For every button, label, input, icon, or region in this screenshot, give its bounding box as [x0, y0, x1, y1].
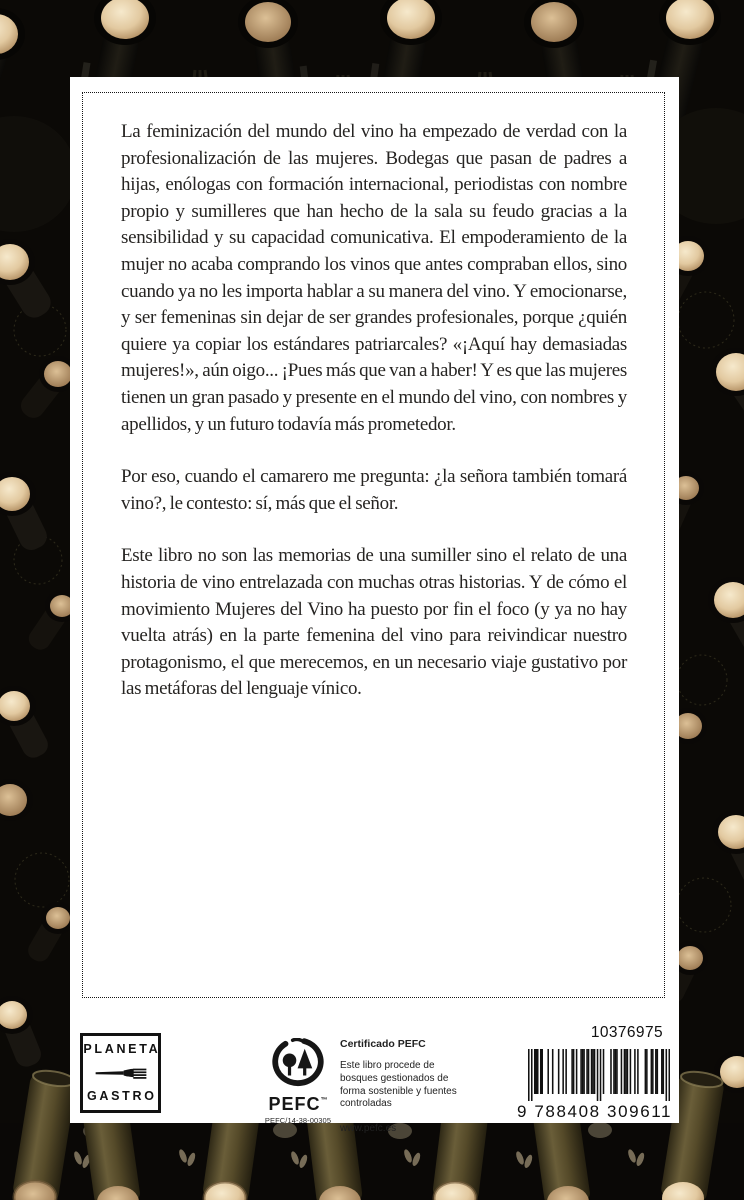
synopsis-paragraph: Por eso, cuando el camarero me pregunta: ¿la señora también tomará vino?, le contesto: sí, más que el señor.: [121, 466, 627, 514]
pefc-certificate-text: [340, 1038, 472, 1134]
publisher-name-line2: GASTRO: [87, 1088, 157, 1103]
footer-row: [70, 998, 679, 1135]
publisher-logo-planeta-gastro: [80, 1033, 161, 1113]
product-code: 10376975: [590, 1024, 663, 1041]
barcode-section: [517, 1024, 673, 1122]
isbn-number: 9 788408 309611: [517, 1102, 673, 1121]
pefc-logo: [262, 1038, 334, 1125]
ean13-barcode-icon: [528, 1049, 670, 1101]
synopsis-paragraph: Este libro no son las memorias de una sumiller sino el relato de una historia de vino entrelazada con muchas otras historias. Y de cómo el movimiento Mujeres del Vino ha puesto por fin el foco (y ya no hay vuelta atrás) en la parte femenina del vino para reivindicar nuestro protagonismo, el que merecemos, en un necesario viaje gustativo por las metáforas del lenguaje vínico.: [121, 545, 627, 700]
back-cover-panel: [70, 77, 679, 1135]
pefc-cert-description: Este libro procede de bosques gestionados de forma sostenible y fuentes controladas: [340, 1060, 457, 1110]
pefc-trees-icon: [271, 1038, 325, 1088]
pefc-license-code: PEFC/14-38-00305: [264, 1116, 332, 1125]
pefc-cert-title: Certificado PEFC: [340, 1038, 426, 1050]
pefc-wordmark: PEFC™: [268, 1094, 328, 1114]
pefc-trademark: ™: [320, 1097, 328, 1104]
fork-icon: [92, 1066, 150, 1080]
synopsis: [121, 119, 627, 703]
synopsis-paragraph: La feminización del mundo del vino ha empezado de verdad con la profesionalización de las mujeres. Bodegas que pasan de padres a hijas, enólogas con formación internacional, periodistas con nombre propio y sumilleres que han hecho de la sala su feudo gracias a la sensibilidad y su capacidad comunicativa. El empoderamiento de la mujer no acaba comprando los vinos que antes compraban ellos, sino cuando ya no les importa hablar a su manera del vino. Y emocionarse, y ser femeninas sin dejar de ser grandes profesionales, porque ¿quién quiere ya copiar los estándares patriarcales? «¡Aquí hay demasiadas mujeres!», aún oigo... ¡Pues más que van a haber! Y es que las mujeres tienen un gran pasado y presente en el mundo del vino, con nombres y apellidos, y un futuro todavía más prometedor.: [121, 121, 627, 435]
dotted-frame: [82, 92, 665, 998]
pefc-website: www.pefc.es: [340, 1123, 397, 1135]
publisher-name-line1: PLANETA: [83, 1042, 161, 1056]
